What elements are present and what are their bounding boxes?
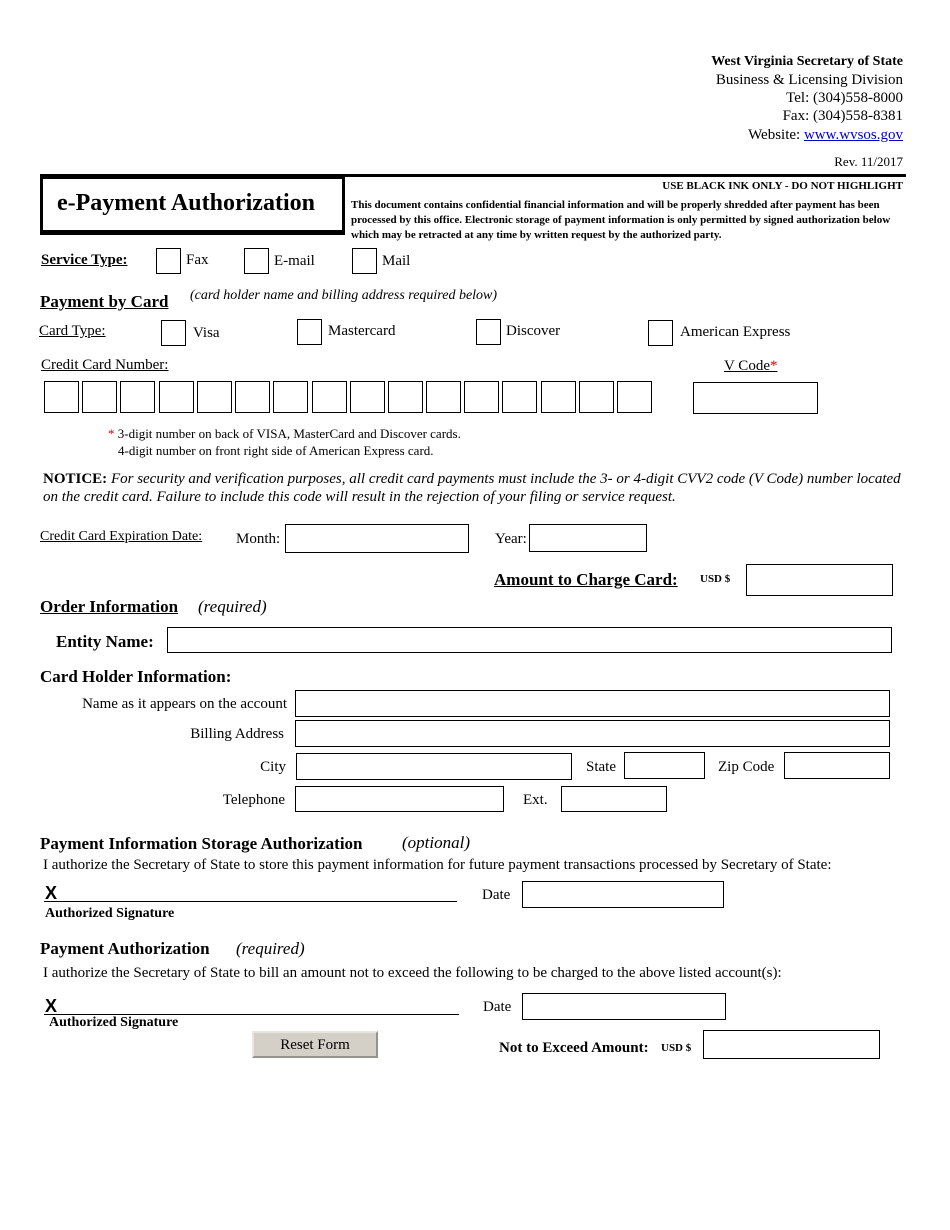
mastercard-label: Mastercard (328, 323, 396, 339)
vcode-label-text: V Code (724, 358, 770, 374)
not-exceed-currency: USD $ (661, 1042, 692, 1054)
cc-digit-10[interactable] (388, 381, 423, 413)
month-input[interactable] (285, 524, 469, 553)
payment-signature-label: Authorized Signature (49, 1015, 179, 1030)
cc-digit-12[interactable] (464, 381, 499, 413)
page-title: e-Payment Authorization (57, 190, 315, 216)
vcode-label (724, 358, 777, 375)
name-on-account-input[interactable] (295, 690, 890, 717)
cc-digit-3[interactable] (120, 381, 155, 413)
not-exceed-input[interactable] (703, 1030, 880, 1059)
payment-by-card-note: (card holder name and billing address required below) (190, 288, 498, 303)
vcode-footnote-1-text: 3-digit number on back of VISA, MasterCard and Discover cards. (117, 426, 461, 441)
cc-digit-15[interactable] (579, 381, 614, 413)
city-label: City (260, 759, 286, 775)
reset-form-button[interactable]: Reset Form (252, 1031, 378, 1058)
amount-input[interactable] (746, 564, 893, 596)
fax-checkbox[interactable] (156, 248, 181, 274)
division-name: Business & Licensing Division (715, 72, 903, 88)
cc-digit-4[interactable] (159, 381, 194, 413)
cc-digit-14[interactable] (541, 381, 576, 413)
mastercard-checkbox[interactable] (297, 319, 322, 345)
not-exceed-label: Not to Exceed Amount: (499, 1040, 649, 1056)
expiration-label: Credit Card Expiration Date: (40, 529, 203, 544)
website-line (748, 127, 903, 144)
payment-auth-heading: Payment Authorization (40, 939, 210, 958)
entity-name-label: Entity Name: (56, 632, 154, 651)
cc-number-label: Credit Card Number: (41, 357, 169, 373)
storage-x-mark: X (45, 883, 58, 903)
ext-input[interactable] (561, 786, 667, 812)
payment-date-input[interactable] (522, 993, 726, 1020)
payment-by-card-heading: Payment by Card (40, 292, 169, 311)
cc-digit-13[interactable] (502, 381, 537, 413)
year-label: Year: (495, 531, 527, 547)
confidential-notice: This document contains confidential financial information and will be properly shredded after payment has been processed by this office. Electronic storage of payment information is only permitted by signed authorization below which may be retracted at any time by written request by the authorized party. (351, 199, 891, 241)
state-input[interactable] (624, 752, 705, 779)
discover-label: Discover (506, 323, 561, 339)
website-label: Website: (748, 127, 804, 143)
payment-auth-text: I authorize the Secretary of State to bill an amount not to exceed the following to be charged to the above listed account(s): (43, 965, 782, 981)
title-box (40, 176, 345, 233)
year-input[interactable] (529, 524, 647, 552)
org-name: West Virginia Secretary of State (711, 54, 903, 69)
cc-digit-6[interactable] (235, 381, 270, 413)
storage-auth-text: I authorize the Secretary of State to store this payment information for future payment transactions processed by Secretary of State: (43, 857, 832, 873)
cc-digit-7[interactable] (273, 381, 308, 413)
cc-digit-16[interactable] (617, 381, 652, 413)
email-option-label: E-mail (274, 253, 315, 269)
vcode-asterisk: * (769, 358, 778, 374)
website-link[interactable]: www.wvsos.gov (803, 127, 903, 143)
storage-auth-heading: Payment Information Storage Authorization (40, 834, 363, 853)
storage-auth-optional: (optional) (402, 833, 470, 852)
cc-digit-9[interactable] (350, 381, 385, 413)
amex-checkbox[interactable] (648, 320, 673, 346)
storage-date-input[interactable] (522, 881, 724, 908)
card-holder-heading: Card Holder Information: (40, 667, 232, 686)
notice-text: For security and verification purposes, all credit card payments must include the 3- or 4-digit CVV2 code (V Code) number located on the credit card. Failure to include this code will result in the rejection of your filing or service request. (43, 471, 901, 505)
vcode-footnote-2: 4-digit number on front right side of American Express card. (118, 443, 434, 458)
amount-label: Amount to Charge Card: (494, 570, 678, 589)
telephone-text: Tel: (304)558-8000 (786, 90, 903, 106)
order-info-required: (required) (198, 597, 267, 616)
storage-date-label: Date (482, 887, 511, 903)
email-checkbox[interactable] (244, 248, 269, 274)
ext-label: Ext. (523, 792, 548, 808)
fax-text: Fax: (304)558-8381 (782, 108, 903, 124)
visa-label: Visa (193, 325, 220, 341)
vcode-footnote-1 (108, 426, 461, 442)
cc-digit-1[interactable] (44, 381, 79, 413)
telephone-label: Telephone (222, 792, 285, 808)
payment-x-mark: X (45, 996, 58, 1016)
visa-checkbox[interactable] (161, 320, 186, 346)
entity-name-input[interactable] (167, 627, 892, 653)
storage-signature-label: Authorized Signature (45, 906, 175, 921)
cvv-notice (43, 470, 903, 506)
amex-label: American Express (680, 324, 791, 340)
amount-currency: USD $ (700, 573, 731, 585)
notice-label: NOTICE: (43, 471, 108, 487)
order-info-heading: Order Information (40, 597, 179, 616)
service-type-label: Service Type: (41, 252, 128, 268)
fax-option-label: Fax (186, 252, 209, 268)
billing-address-label: Billing Address (190, 726, 284, 742)
mail-option-label: Mail (382, 253, 411, 269)
payment-date-label: Date (483, 999, 512, 1015)
payment-auth-required: (required) (236, 939, 305, 958)
title-underline (40, 233, 345, 235)
cc-digit-11[interactable] (426, 381, 461, 413)
discover-checkbox[interactable] (476, 319, 501, 345)
zip-input[interactable] (784, 752, 890, 779)
storage-signature-line[interactable] (44, 901, 457, 902)
ink-notice: USE BLACK INK ONLY - DO NOT HIGHLIGHT (662, 180, 903, 192)
cc-digit-2[interactable] (82, 381, 117, 413)
telephone-input[interactable] (295, 786, 504, 812)
name-on-account-label: Name as it appears on the account (82, 696, 287, 712)
billing-address-input[interactable] (295, 720, 890, 747)
state-label: State (586, 759, 616, 775)
card-type-label: Card Type: (39, 323, 106, 339)
cc-digit-8[interactable] (312, 381, 347, 413)
footnote-asterisk: * (108, 426, 115, 441)
cc-digit-5[interactable] (197, 381, 232, 413)
vcode-input[interactable] (693, 382, 818, 414)
city-input[interactable] (296, 753, 572, 780)
revision-text: Rev. 11/2017 (834, 154, 903, 169)
mail-checkbox[interactable] (352, 248, 377, 274)
month-label: Month: (236, 531, 281, 547)
zip-label: Zip Code (718, 759, 775, 775)
